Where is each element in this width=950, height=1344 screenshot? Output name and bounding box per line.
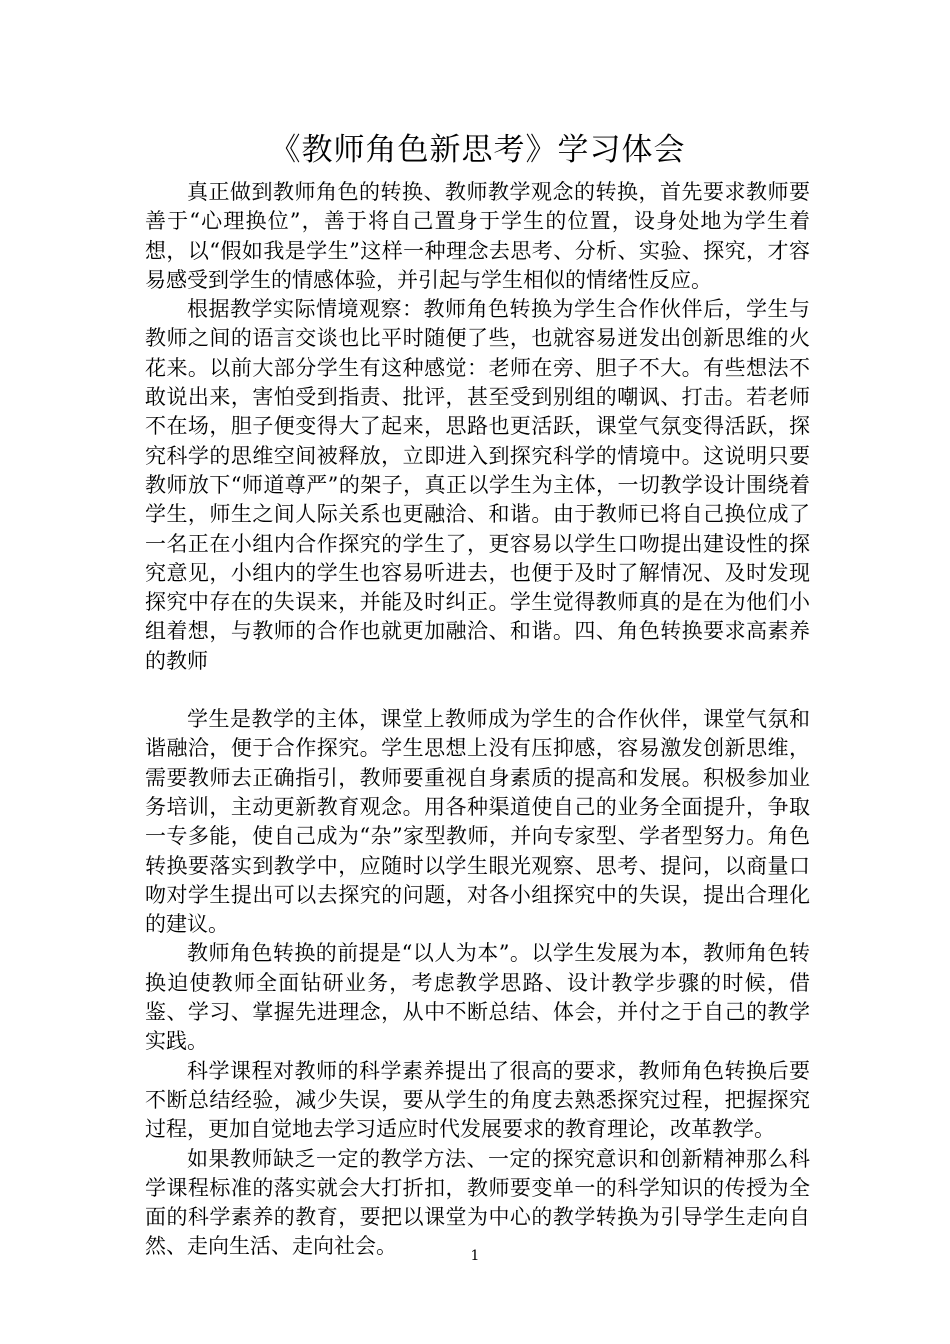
paragraph-2: 根据教学实际情境观察：教师角色转换为学生合作伙伴后，学生与教师之间的语言交谈也比平时随便了些，也就容易迸发出创新思维的火花来。以前大部分学生有这种感觉：老师在旁、胆子不大。有些想法不敢说出来，害怕受到指责、批评，甚至受到别组的嘲讽、打击。若老师不在场，胆子便变得大了起来，思路也更活跃，课堂气氛变得活跃，探究科学的思维空间被释放，立即进入到探究科学的情境中。这说明只要教师放下“师道尊严”的架子，真正以学生为主体，一切教学设计围绕着学生，师生之间人际关系也更融洽、和谐。由于教师已将自己换位成了一名正在小组内合作探究的学生了，更容易以学生口吻提出建设性的探究意见，小组内的学生也容易听进去，也便于及时了解情况、及时发现探究中存在的失误来，并能及时纠正。学生觉得教师真的是在为他们小组着想，与教师的合作也就更加融洽、和谐。四、角色转换要求高素养的教师 [145, 297, 810, 673]
document-title: 《教师角色新思考》学习体会 [269, 132, 686, 168]
paragraph-4: 教师角色转换的前提是“以人为本”。以学生发展为本，教师角色转换迫使教师全面钻研业务，考虑教学思路、设计教学步骤的时候，借鉴、学习、掌握先进理念，从中不断总结、体会，并付之于自己的教学实践。 [145, 941, 810, 1054]
paragraph-5: 科学课程对教师的科学素养提出了很高的要求，教师角色转换后要不断总结经验，减少失误，要从学生的角度去熟悉探究过程，把握探究过程，更加自觉地去学习适应时代发展要求的教育理论，改革教学。 [145, 1058, 810, 1142]
document-page [145, 128, 810, 1262]
paragraph-1: 真正做到教师角色的转换、教师教学观念的转换，首先要求教师要善于“心理换位”，善于将自己置身于学生的位置，设身处地为学生着想，以“假如我是学生”这样一种理念去思考、分析、实验、探究，才容易感受到学生的情感体验，并引起与学生相似的情绪性反应。 [145, 180, 810, 292]
page-number: 1 [470, 1248, 480, 1264]
paragraph-6: 如果教师缺乏一定的教学方法、一定的探究意识和创新精神那么科学课程标准的落实就会大打折扣，教师要变单一的科学知识的传授为全面的科学素养的教育，要把以课堂为中心的教学转换为引导学生走向自然、走向生活、走向社会。 [145, 1146, 810, 1259]
paragraph-3: 学生是教学的主体，课堂上教师成为学生的合作伙伴，课堂气氛和谐融洽，便于合作探究。学生思想上没有压抑感，容易激发创新思维，需要教师去正确指引，教师要重视自身素质的提高和发展。积极参加业务培训，主动更新教育观念。用各种渠道使自己的业务全面提升，争取一专多能，使自己成为“杂”家型教师，并向专家型、学者型努力。角色转换要落实到教学中，应随时以学生眼光观察、思考、提问，以商量口吻对学生提出可以去探究的问题，对各小组探究中的失误，提出合理化的建议。 [145, 707, 810, 937]
paragraph-spacer [145, 676, 810, 705]
